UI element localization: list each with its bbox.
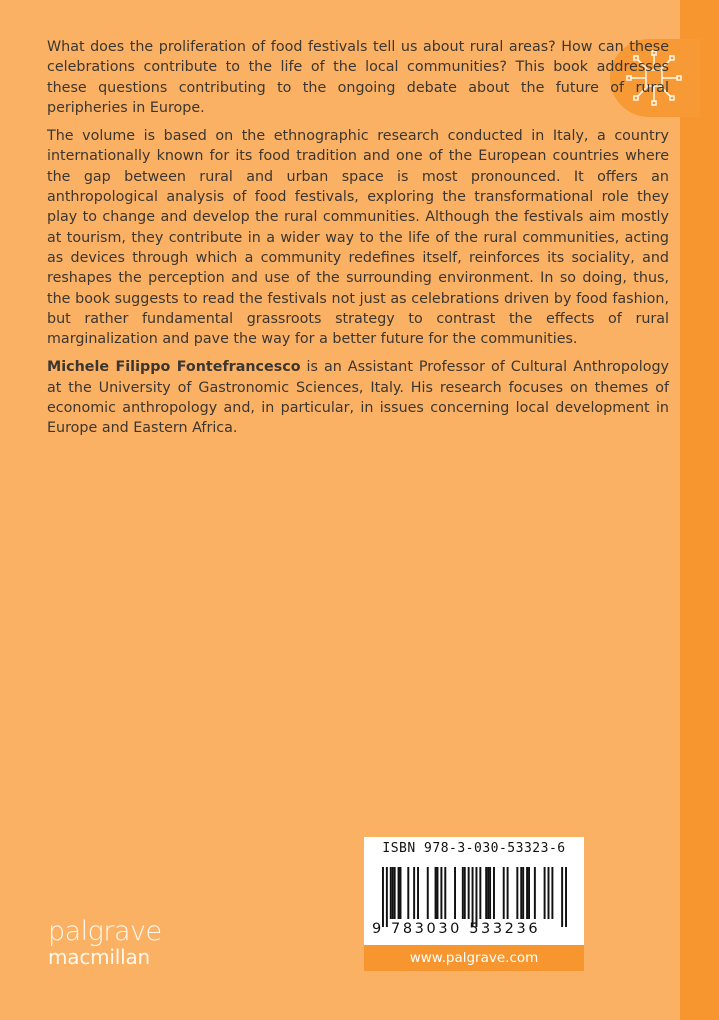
back-cover-blurb bbox=[47, 37, 669, 447]
barcode-bar bbox=[400, 867, 402, 919]
barcode-bars bbox=[382, 867, 567, 927]
barcode-bar bbox=[427, 867, 429, 919]
barcode-bar bbox=[390, 867, 392, 919]
barcode-bar bbox=[462, 867, 464, 919]
barcode-bar bbox=[522, 867, 524, 919]
website-link[interactable]: www.palgrave.com bbox=[364, 945, 584, 971]
isbn-label: ISBN 978-3-030-53323-6 bbox=[382, 841, 566, 856]
author-bio bbox=[47, 357, 669, 438]
barcode-bar bbox=[394, 867, 396, 919]
barcode-bar bbox=[544, 867, 546, 919]
barcode-bar bbox=[551, 867, 553, 919]
barcode-bar bbox=[398, 867, 400, 919]
book-spine bbox=[680, 0, 719, 1020]
author-bio-text: is an Assistant Professor of Cultural Anthropology at the University of Gastronomic Sciences, Italy. His research focuses on themes of economic anthropology and, in particular, in issues concerning local development in Europe and Eastern Africa. bbox=[47, 359, 669, 437]
barcode-bar bbox=[386, 867, 388, 927]
barcode-bar bbox=[561, 867, 563, 927]
barcode-bar bbox=[413, 867, 415, 919]
barcode-bar bbox=[526, 867, 528, 919]
barcode-bar bbox=[493, 867, 495, 919]
barcode-bar bbox=[468, 867, 470, 919]
barcode-bar bbox=[407, 867, 409, 919]
barcode-bar bbox=[548, 867, 550, 919]
barcode-bar bbox=[472, 867, 474, 927]
barcode-bar bbox=[382, 867, 384, 927]
publisher-logo-line2: macmillan bbox=[48, 945, 151, 969]
barcode-bar bbox=[520, 867, 522, 919]
barcode-bar bbox=[392, 867, 394, 919]
barcode-bar bbox=[464, 867, 466, 919]
barcode-bar bbox=[487, 867, 489, 919]
barcode-bar bbox=[507, 867, 509, 919]
barcode-bar bbox=[444, 867, 446, 919]
barcode-digits: 9 783030 533236 bbox=[372, 921, 541, 937]
barcode-bar bbox=[435, 867, 437, 919]
barcode-bar bbox=[516, 867, 518, 919]
barcode-bar bbox=[503, 867, 505, 919]
barcode-bar bbox=[534, 867, 536, 919]
publisher-logo bbox=[48, 918, 162, 968]
barcode-bar bbox=[475, 867, 477, 927]
blurb-paragraph: What does the proliferation of food festivals tell us about rural areas? How can these celebrations contribute to the life of the local communities? This book addresses these questions contributing to the ongoing debate about the future of rural peripheries in Europe. bbox=[47, 39, 669, 116]
barcode-bar bbox=[440, 867, 442, 919]
publisher-logo-line1: palgrave bbox=[48, 916, 162, 947]
isbn-barcode bbox=[364, 837, 584, 945]
barcode-bar bbox=[437, 867, 439, 919]
author-name: Michele Filippo Fontefrancesco bbox=[47, 359, 301, 376]
barcode-bar bbox=[565, 867, 567, 927]
barcode-bar bbox=[454, 867, 456, 919]
barcode-bar bbox=[479, 867, 481, 919]
barcode-bar bbox=[417, 867, 419, 919]
barcode-bar bbox=[528, 867, 530, 919]
blurb-paragraph: The volume is based on the ethnographic research conducted in Italy, a country internationally known for its food tradition and one of the European countries where the gap between rural and urban space is most pronounced. It offers an anthropological analysis of food festivals, exploring the transformational role they play to change and develop the rural communities. Although the festivals aim mostly at tourism, they contribute in a wider way to the life of the rural communities, acting as devices through which a community redefines itself, reinforces its sociality, and reshapes the perception and use of the surrounding environment. In so doing, thus, the book suggests to read the festivals not just as celebrations driven by food fashion, but rather fundamental grassroots strategy to contrast the effects of rural marginalization and pave the way for a better future for the communities. bbox=[47, 128, 669, 348]
barcode-bar bbox=[485, 867, 487, 919]
barcode-bar bbox=[489, 867, 491, 919]
